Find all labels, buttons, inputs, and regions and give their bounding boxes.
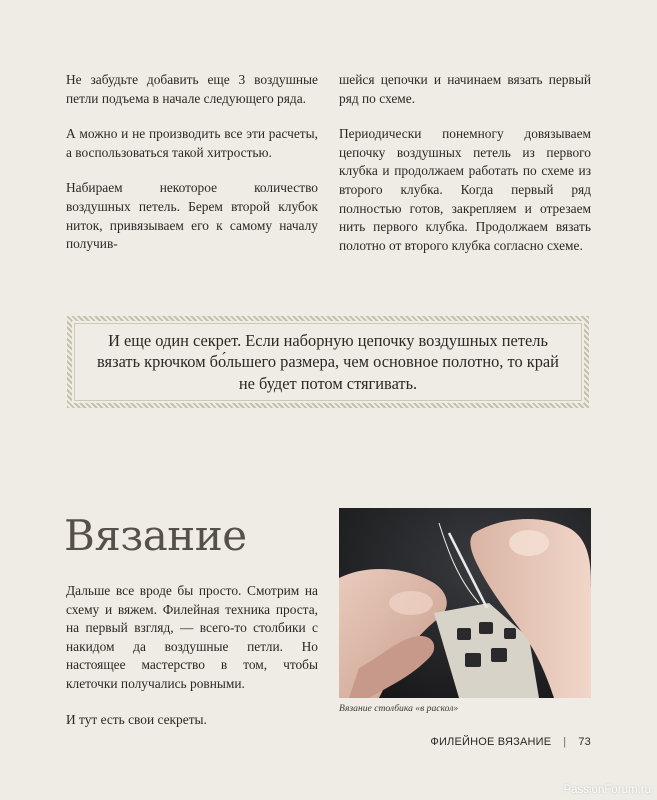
tip-box-inner [74, 323, 582, 401]
paragraph: шейся цепочки и начинаем вязать первый ряд по схеме. [339, 72, 591, 106]
paragraph: Дальше все вроде бы просто. Смотрим на схему и вяжем. Филейная техника проста, на первый взгляд, — всего-то столбики с накидом да воздушные петли. Но настоящее мастерство в том, чтобы клеточки получались ровными. [66, 583, 318, 691]
page-number: 73 [578, 736, 591, 748]
chapter-title: ФИЛЕЙНОЕ ВЯЗАНИЕ [430, 736, 552, 748]
section-heading: Вязание [64, 511, 247, 560]
hands-crocheting-photo [339, 508, 591, 698]
tip-box [67, 316, 589, 408]
paragraph: Набираем некоторое количество воздушных петель. Берем второй клубок ниток, привязываем его к самому началу получив- [66, 180, 318, 252]
footer-separator: | [563, 736, 567, 748]
text-column-left-top [66, 71, 318, 254]
tip-text: И еще один секрет. Если наборную цепочку воздушных петель вязать крючком бо́льшего размера, чем основное полотно, то край не будет потом стягивать. [97, 330, 559, 393]
text-column-left-bottom [66, 582, 318, 729]
photo-caption: Вязание столбика «в раскол» [339, 703, 459, 714]
page-footer [430, 736, 591, 748]
paragraph: Не забудьте добавить еще 3 воздушные петли подъема в начале следующего ряда. [66, 72, 318, 106]
paragraph: А можно и не производить все эти расчеты, а воспользоваться такой хитростью. [66, 126, 318, 160]
paragraph: И тут есть свои секреты. [66, 711, 207, 727]
text-column-right-top [339, 71, 591, 255]
paragraph: Периодически понемногу довязываем цепочку воздушных петель из первого клубка и продолжаем работать по схеме из второго клубка. Когда первый ряд полностью готов, закрепляем и отрезаем нить первого клубка. Продолжаем вязать полотно от второго клубка согласно схеме. [339, 126, 591, 253]
watermark: PassionForum.ru [563, 784, 651, 796]
